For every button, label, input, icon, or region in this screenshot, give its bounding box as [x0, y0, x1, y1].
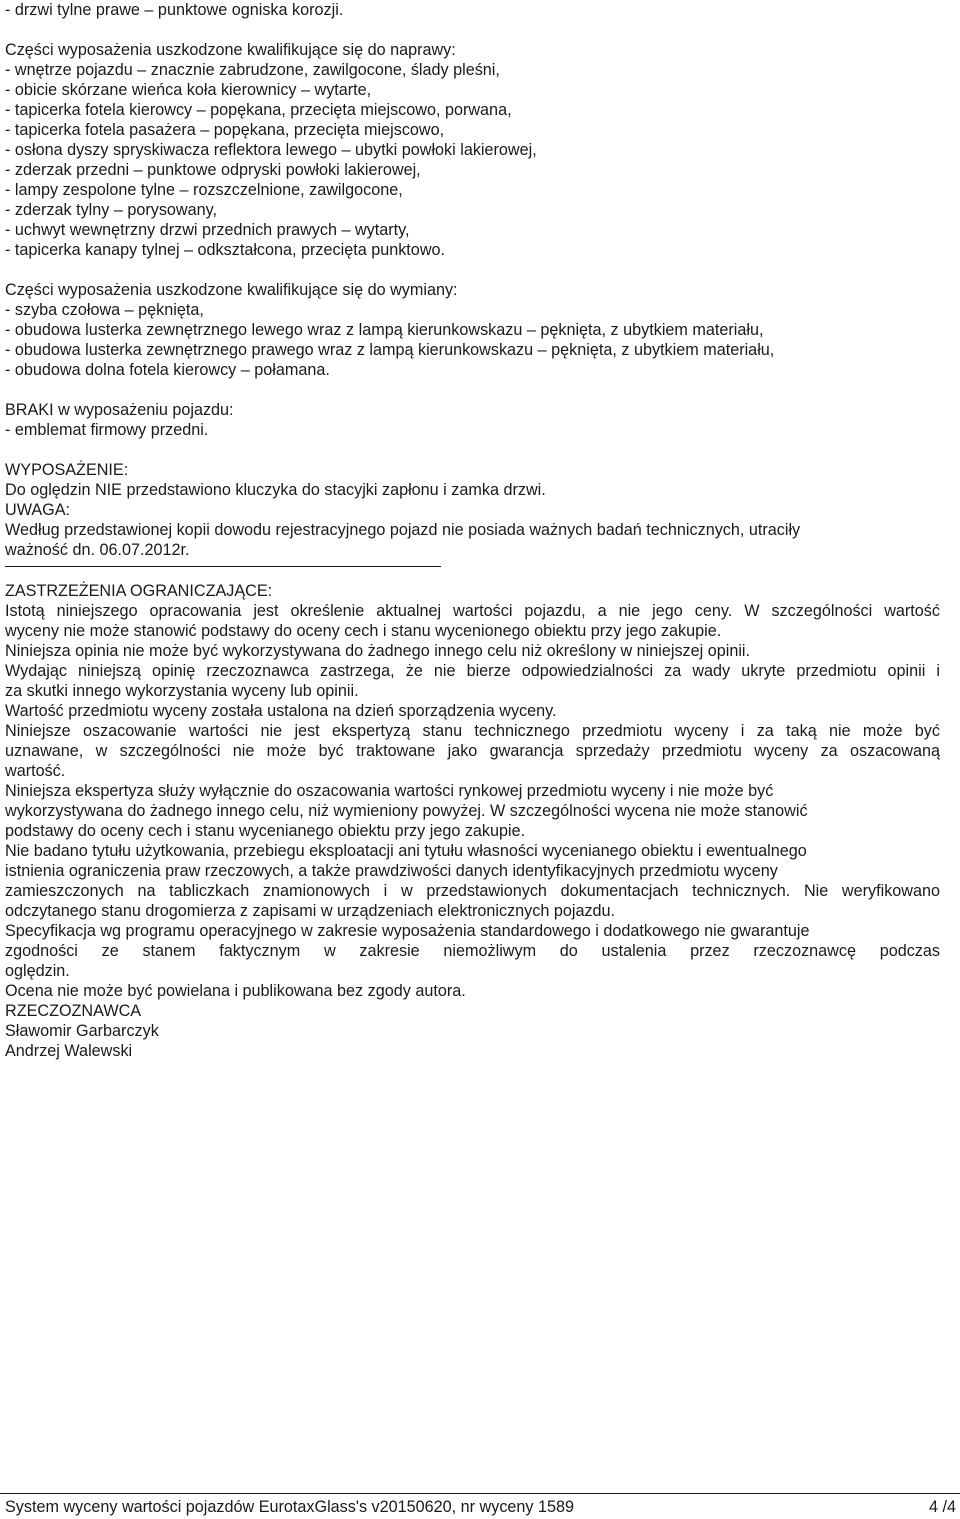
list-item: - tapicerka fotela pasażera – popękana, przecięta miejscowo, [5, 121, 445, 139]
equipment-section [5, 460, 940, 560]
list-item: - emblemat firmowy przedni. [5, 421, 209, 439]
signature-name: Sławomir Garbarczyk [5, 1022, 159, 1040]
signature-title: RZECZOZNAWCA [5, 1002, 142, 1020]
paragraph-line: Istotą niniejszego opracowania jest określenie aktualnej wartości pojazdu, a nie jego ceny. W szczególności wartość [5, 602, 940, 620]
paragraph-line: odczytanego stanu drogomierza z zapisami w urządzeniach elektronicznych pojazdu. [5, 902, 616, 920]
list-item: - tapicerka kanapy tylnej – odkształcona, przecięta punktowo. [5, 241, 446, 259]
paragraph-line: uznawane, w szczególności nie może być traktowane jako gwarancja sprzedaży przedmiotu wyceny za oszacowaną [5, 742, 940, 760]
list-item: - lampy zespolone tylne – rozszczelnione, zawilgocone, [5, 181, 403, 199]
section-heading: Części wyposażenia uszkodzone kwalifikujące się do wymiany: [5, 281, 458, 299]
section-heading: ZASTRZEŻENIA OGRANICZAJĄCE: [5, 582, 273, 600]
paragraph-line: wykorzystywana do żadnego innego celu, niż wymieniony powyżej. W szczególności wycena nie może stanowić [5, 802, 808, 820]
note-text: ważność dn. 06.07.2012r. [5, 541, 190, 559]
paragraph-line: Ocena nie może być powielana i publikowana bez zgody autora. [5, 982, 466, 1000]
page-number: 4 /4 [928, 1498, 956, 1516]
document-body [5, 0, 940, 1061]
paragraph-line: Specyfikacja wg programu operacyjnego w zakresie wyposażenia standardowego i dodatkowego nie gwarantuje [5, 922, 810, 940]
note-label: UWAGA: [5, 501, 71, 519]
paragraph-line: Niniejsza ekspertyza służy wyłącznie do oszacowania wartości rynkowej przedmiotu wyceny i nie może być [5, 782, 774, 800]
spacer [5, 380, 940, 400]
list-item: - obudowa dolna fotela kierowcy – połamana. [5, 361, 330, 379]
paragraph-line: istnienia ograniczenia praw rzeczowych, a także prawdziwości danych identyfikacyjnych przedmiotu wyceny [5, 862, 778, 880]
spacer [5, 567, 940, 581]
replace-section [5, 280, 940, 380]
paragraph-line: oględzin. [5, 962, 70, 980]
spacer [5, 440, 940, 460]
list-item: - zderzak przedni – punktowe odpryski powłoki lakierowej, [5, 161, 421, 179]
section-heading: BRAKI w wyposażeniu pojazdu: [5, 401, 234, 419]
footer-system-info: System wyceny wartości pojazdów EurotaxGlass's v20150620, nr wyceny 1589 [5, 1498, 575, 1516]
paragraph-line: Wartość przedmiotu wyceny została ustalona na dzień sporządzenia wyceny. [5, 702, 557, 720]
text-line: - drzwi tylne prawe – punktowe ogniska korozji. [5, 1, 344, 19]
equipment-text: Do oględzin NIE przedstawiono kluczyka do stacyjki zapłonu i zamka drzwi. [5, 481, 546, 499]
note-text: Według przedstawionej kopii dowodu rejestracyjnego pojazd nie posiada ważnych badań technicznych, utraciły [5, 521, 801, 539]
paragraph-line: Wydając niniejszą opinię rzeczoznawca zastrzega, że nie bierze odpowiedzialności za wady ukryte przedmiotu opinii i [5, 662, 940, 680]
paragraph-line: podstawy do oceny cech i stanu wycenianego obiektu przy jego zakupie. [5, 822, 526, 840]
list-item: - obicie skórzane wieńca koła kierownicy – wytarte, [5, 81, 372, 99]
paragraph-line: Niniejsza opinia nie może być wykorzystywana do żadnego innego celu niż określony w niniejszej opinii. [5, 642, 751, 660]
paragraph-line: wyceny nie może stanowić podstawy do oceny cech i stanu wycenionego obiektu przy jego zakupie. [5, 622, 722, 640]
signature-name: Andrzej Walewski [5, 1042, 133, 1060]
list-item: - obudowa lusterka zewnętrznego lewego wraz z lampą kierunkowskazu – pęknięta, z ubytkiem materiału, [5, 321, 764, 339]
missing-section [5, 400, 940, 440]
paragraph-line: wartość. [5, 762, 66, 780]
list-item: - zderzak tylny – porysowany, [5, 201, 218, 219]
list-item: - uchwyt wewnętrzny drzwi przednich prawych – wytarty, [5, 221, 410, 239]
paragraph-line: za skutki innego wykorzystania wyceny lub opinii. [5, 682, 359, 700]
list-item: - osłona dyszy spryskiwacza reflektora lewego – ubytki powłoki lakierowej, [5, 141, 537, 159]
paragraph-line: Nie badano tytułu użytkowania, przebiegu eksploatacji ani tytułu własności wycenianego obiektu i ewentualnego [5, 842, 807, 860]
paragraph-line: Niniejsze oszacowanie wartości nie jest ekspertyzą stanu technicznego przedmiotu wyceny i za taką nie może być [5, 722, 940, 740]
limitations-section [5, 581, 940, 1061]
page-footer [0, 1493, 960, 1519]
paragraph-line: zgodności ze stanem faktycznym w zakresie niemożliwym do ustalenia przez rzeczoznawcę podczas [5, 942, 940, 960]
spacer [5, 260, 940, 280]
section-heading: Części wyposażenia uszkodzone kwalifikujące się do naprawy: [5, 41, 456, 59]
list-item: - tapicerka fotela kierowcy – popękana, przecięta miejscowo, porwana, [5, 101, 512, 119]
list-item: - wnętrze pojazdu – znacznie zabrudzone, zawilgocone, ślady pleśni, [5, 61, 500, 79]
paragraph-line: zamieszczonych na tabliczkach znamionowych i w przedstawionych dokumentacjach technicznych. Nie weryfikowano [5, 882, 940, 900]
spacer [5, 20, 940, 40]
section-heading: WYPOSAŻENIE: [5, 461, 129, 479]
list-item: - obudowa lusterka zewnętrznego prawego wraz z lampą kierunkowskazu – pęknięta, z ubytkiem materiału, [5, 341, 775, 359]
repair-section [5, 40, 940, 260]
list-item: - szyba czołowa – pęknięta, [5, 301, 204, 319]
